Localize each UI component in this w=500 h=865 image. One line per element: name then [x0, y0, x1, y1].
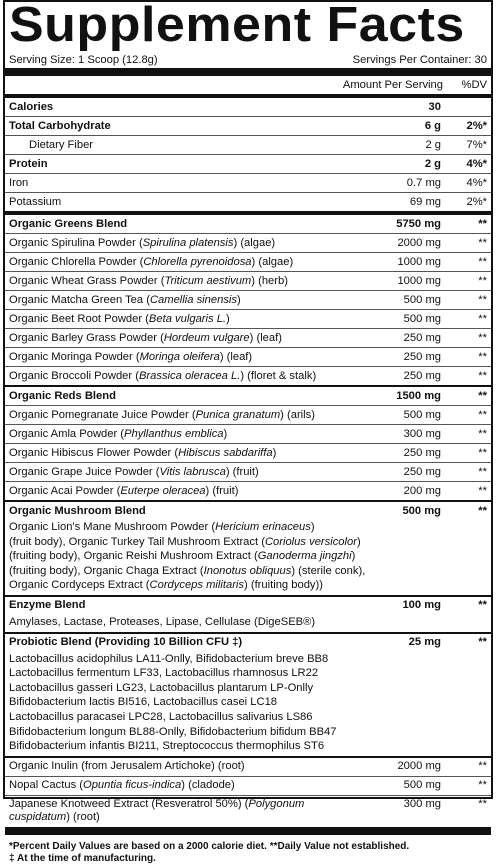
- row-dv: **: [478, 636, 487, 649]
- row-dv: **: [478, 798, 487, 811]
- reds-blend-header: [5, 387, 491, 405]
- text-segment: ): [310, 521, 315, 533]
- row-name: Protein: [9, 157, 48, 170]
- probiotic-blend-description: [5, 652, 491, 756]
- row-amount: 2 g: [424, 157, 441, 170]
- row-name: Organic Mushroom Blend: [9, 504, 146, 517]
- name-prefix: Organic Grape Juice Powder (: [9, 465, 160, 478]
- footnote-manufacturing: ‡ At the time of manufacturing.: [9, 852, 156, 864]
- name-prefix: Organic Amla Powder (: [9, 427, 125, 440]
- panel-title: Supplement Facts: [9, 0, 465, 52]
- row-dv: 2%*: [466, 195, 487, 208]
- nutrient-row: [5, 173, 491, 192]
- row-dv: **: [478, 599, 487, 612]
- row-amount: 250 mg: [403, 465, 441, 478]
- name-suffix: ) (leaf): [219, 350, 253, 363]
- row-name: Dietary Fiber: [29, 138, 94, 151]
- row-name: Organic Reds Blend: [9, 389, 116, 402]
- nutrient-row: [5, 154, 491, 173]
- text-segment: ) (sterile conk),: [291, 564, 366, 577]
- text-segment: (fruiting body), Organic Chaga Extract (: [9, 564, 204, 577]
- row-dv: **: [478, 312, 487, 325]
- greens-ingredient-row: [5, 366, 491, 385]
- latin-name: Punica granatum: [195, 408, 281, 421]
- row-amount: 6 g: [424, 119, 441, 132]
- name-prefix: Organic Matcha Green Tea (: [9, 293, 150, 306]
- row-dv: 4%*: [466, 176, 487, 189]
- greens-ingredient-row: [5, 252, 491, 271]
- name-prefix: Organic Barley Grass Powder (: [9, 331, 164, 344]
- row-amount: 2 g: [425, 138, 441, 151]
- reds-ingredient-row: [5, 424, 491, 443]
- column-amount: Amount Per Serving: [342, 78, 443, 91]
- latin-name: Phyllanthus emblica: [124, 427, 224, 440]
- description-line: Bifidobacterium lactis BI516, Lactobacillus casei LC18: [9, 696, 278, 709]
- footnote-daily-value: *Percent Daily Values are based on a 2000 calorie diet. **Daily Value not established.: [9, 840, 410, 852]
- text-segment: (fruit body), Organic Turkey Tail Mushroom Extract (: [9, 535, 265, 548]
- row-dv: **: [478, 484, 487, 497]
- row-dv: **: [478, 236, 487, 249]
- row-dv: **: [478, 331, 487, 344]
- divider-thick: [5, 827, 491, 835]
- reds-ingredient-row: [5, 462, 491, 481]
- description-line: Lactobacillus paracasei LPC28, Lactobacillus salivarius LS86: [9, 710, 313, 723]
- row-dv: **: [478, 779, 487, 792]
- reds-ingredient-row: [5, 481, 491, 500]
- row-dv: **: [478, 293, 487, 306]
- row-dv: 4%*: [466, 157, 487, 170]
- blend-list: [5, 215, 491, 827]
- row-dv: **: [478, 255, 487, 268]
- row-name: Probiotic Blend (Providing 10 Billion CFU ‡): [9, 636, 243, 649]
- row-dv: **: [478, 389, 487, 402]
- row-amount: 250 mg: [403, 446, 441, 459]
- supplement-facts-panel: [3, 0, 493, 864]
- name-suffix: ) (herb): [251, 274, 288, 287]
- name-prefix: Organic Spirulina Powder (: [9, 236, 143, 249]
- row-dv: **: [478, 274, 487, 287]
- row-amount: 5750 mg: [396, 217, 441, 230]
- greens-ingredient-row: [5, 271, 491, 290]
- greens-ingredient-row: [5, 233, 491, 252]
- row-amount: 25 mg: [408, 636, 441, 649]
- description-line: [9, 520, 487, 535]
- reds-ingredient-row: [5, 443, 491, 462]
- footnotes: [5, 835, 491, 865]
- row-amount: 100 mg: [402, 599, 441, 612]
- latin-name: Polygonum cuspidatum: [9, 798, 305, 824]
- description-line: [9, 578, 487, 593]
- column-dv: %DV: [461, 78, 487, 91]
- description-line: [9, 564, 487, 579]
- nutrient-row: [5, 192, 491, 211]
- row-amount: 1500 mg: [396, 389, 441, 402]
- latin-name: Spirulina platensis: [142, 236, 234, 249]
- row-dv: **: [478, 760, 487, 773]
- row-dv: 7%*: [466, 138, 487, 151]
- ingredient-row: [5, 758, 491, 776]
- nutrient-row: [5, 116, 491, 135]
- text-segment: ): [351, 550, 356, 563]
- row-name: Iron: [9, 176, 29, 189]
- enzyme-blend-description: Amylases, Lactase, Proteases, Lipase, Cellulase (DigeSEB®): [9, 615, 316, 628]
- latin-name: Hibiscus sabdariffa: [178, 446, 273, 459]
- latin-name: Moringa oleifera: [139, 350, 220, 363]
- row-name: Enzyme Blend: [9, 599, 86, 612]
- latin-name: Chlorella pyrenoidosa: [143, 255, 252, 268]
- description-line: Lactobacillus gasseri LG23, Lactobacillus plantarum LP-Onlly: [9, 681, 314, 694]
- row-amount: 1000 mg: [397, 274, 441, 287]
- reds-ingredient-row: [5, 405, 491, 424]
- latin-name: Triticum aestivum: [164, 274, 252, 287]
- latin-name: Ganoderma jingzhi: [257, 550, 352, 563]
- servings-per-container: Servings Per Container: 30: [352, 54, 487, 66]
- row-dv: **: [478, 217, 487, 230]
- name-prefix: Nopal Cactus (: [9, 779, 83, 792]
- row-dv: **: [478, 504, 487, 517]
- row-amount: 500 mg: [403, 293, 441, 306]
- row-amount: 500 mg: [403, 312, 441, 325]
- text-segment: Organic Lion's Mane Mushroom Powder (: [9, 521, 216, 533]
- name-prefix: Organic Hibiscus Flower Powder (: [9, 446, 179, 459]
- nutrient-row: [5, 135, 491, 154]
- row-amount: 500 mg: [403, 779, 441, 792]
- mushroom-blend-header: [5, 502, 491, 520]
- row-amount: 250 mg: [403, 331, 441, 344]
- row-dv: **: [478, 465, 487, 478]
- row-name: Potassium: [9, 195, 62, 208]
- row-amount: 2000 mg: [397, 236, 441, 249]
- text-segment: (fruiting body), Organic Reishi Mushroom Extract (: [9, 550, 258, 563]
- latin-name: Camellia sinensis: [149, 293, 238, 306]
- name-suffix: ): [226, 312, 230, 325]
- latin-name: Opuntia ficus-indica: [83, 779, 182, 792]
- name-suffix: ) (root): [66, 811, 100, 824]
- nutrient-row: [5, 98, 491, 116]
- name-suffix: ) (cladode): [181, 779, 235, 792]
- name-prefix: Organic Acai Powder (: [9, 484, 121, 497]
- ingredient-row: [5, 776, 491, 795]
- mushroom-blend-description: [5, 520, 491, 595]
- greens-ingredient-row: [5, 290, 491, 309]
- nutrient-list: [5, 98, 491, 211]
- text-segment: ) (fruiting body)): [244, 579, 323, 592]
- name-prefix: Organic Chlorella Powder (: [9, 255, 144, 268]
- row-amount: 2000 mg: [397, 760, 441, 773]
- name-suffix: ) (algae): [233, 236, 276, 249]
- name-suffix: ): [237, 293, 241, 306]
- latin-name: Inonotus obliquus: [203, 564, 292, 577]
- row-amount: 300 mg: [403, 798, 441, 811]
- row-dv: **: [478, 369, 487, 382]
- name-prefix: Organic Inulin (from Jerusalem Artichoke) (root): [9, 760, 245, 773]
- latin-name: Hericium erinaceus: [215, 521, 311, 533]
- name-prefix: Organic Wheat Grass Powder (: [9, 274, 165, 287]
- row-dv: **: [478, 408, 487, 421]
- row-dv: 2%*: [466, 119, 487, 132]
- row-amount: 250 mg: [403, 350, 441, 363]
- name-suffix: ) (algae): [251, 255, 294, 268]
- row-amount: 200 mg: [403, 484, 441, 497]
- description-line: Bifidobacterium longum BL88-Onlly, Bifidobacterium bifidum BB47: [9, 725, 337, 738]
- name-suffix: ): [223, 427, 228, 440]
- row-amount: 1000 mg: [397, 255, 441, 268]
- name-prefix: Japanese Knotweed Extract (Resveratrol 50%) (: [9, 798, 249, 811]
- name-suffix: ) (floret & stalk): [240, 369, 317, 382]
- description-line: Bifidobacterium infantis BI211, Streptococcus thermophilus ST6: [9, 740, 325, 753]
- latin-name: Coriolus versicolor: [264, 535, 357, 548]
- name-prefix: Organic Beet Root Powder (: [9, 312, 149, 325]
- name-suffix: ) (leaf): [249, 331, 282, 344]
- latin-name: Vitis labrusca: [159, 465, 226, 478]
- row-amount: 300 mg: [403, 427, 441, 440]
- row-name: Organic Greens Blend: [9, 217, 128, 230]
- row-amount: 500 mg: [403, 408, 441, 421]
- serving-size: Serving Size: 1 Scoop (12.8g): [9, 54, 158, 66]
- latin-name: Brassica oleracea L.: [138, 369, 241, 382]
- description-line: Lactobacillus acidophilus LA11-Onlly, Bifidobacterium breve BB8: [9, 652, 329, 665]
- greens-blend-header: [5, 215, 491, 233]
- text-segment: ): [356, 535, 361, 548]
- row-amount: 30: [428, 100, 441, 113]
- name-suffix: ) (arils): [280, 408, 315, 421]
- row-dv: **: [478, 427, 487, 440]
- row-amount: 250 mg: [403, 369, 441, 382]
- row-amount: 500 mg: [402, 504, 441, 517]
- row-dv: **: [478, 350, 487, 363]
- row-amount: 69 mg: [409, 195, 441, 208]
- latin-name: Cordyceps militaris: [149, 579, 245, 592]
- greens-ingredient-row: [5, 309, 491, 328]
- greens-ingredient-row: [5, 328, 491, 347]
- row-dv: **: [478, 446, 487, 459]
- name-suffix: ) (fruit): [225, 465, 259, 478]
- description-line: [9, 535, 487, 550]
- latin-name: Euterpe oleracea: [120, 484, 206, 497]
- description-line: [9, 549, 487, 564]
- divider-thick: [5, 68, 491, 76]
- description-line: Lactobacillus fermentum LF33, Lactobacillus rhamnosus LR22: [9, 667, 319, 680]
- latin-name: Hordeum vulgare: [163, 331, 250, 344]
- enzyme-blend-header: [5, 597, 491, 615]
- name-prefix: Organic Moringa Powder (: [9, 350, 140, 363]
- greens-ingredient-row: [5, 347, 491, 366]
- column-header: [5, 76, 491, 94]
- row-amount: 0.7 mg: [406, 176, 441, 189]
- name-suffix: ) (fruit): [205, 484, 239, 497]
- row-name: Total Carbohydrate: [9, 119, 111, 132]
- row-name: Calories: [9, 100, 54, 113]
- probiotic-blend-header: [5, 634, 491, 652]
- ingredient-row: [5, 795, 491, 827]
- text-segment: Organic Cordyceps Extract (: [9, 579, 150, 592]
- latin-name: Beta vulgaris L.: [148, 312, 227, 325]
- name-prefix: Organic Broccoli Powder (: [9, 369, 139, 382]
- name-suffix: ): [272, 446, 277, 459]
- name-prefix: Organic Pomegranate Juice Powder (: [9, 408, 196, 421]
